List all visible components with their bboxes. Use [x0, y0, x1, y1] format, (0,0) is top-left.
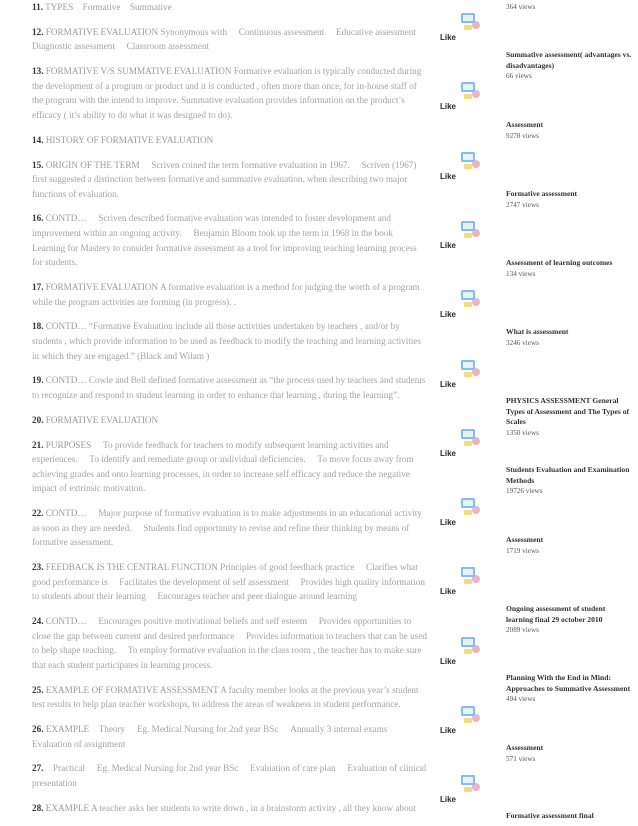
slide-body-text: “Formative Evaluation include all those activities undertaken by teachers , and/or by students , which provide information to be used as feedback to modify the teaching and learning activities in which they are engaged.” (Black and Wilam ) [32, 321, 422, 361]
view-count: 364 views [506, 3, 536, 11]
slide-title: CONTD… [45, 616, 87, 627]
slide-number: 17. [32, 282, 44, 293]
related-slideshow-item[interactable] [506, 673, 632, 704]
slide-number: 27. [32, 763, 44, 774]
slide-body-text: Practical Eg. Medical Nursing for 2nd year BSc Evaluation of care plan Evaluation of clinical presentation [32, 763, 391, 788]
slide-body-text: Scriven coined the term formative evaluation in 1967. Scriven (1967) first suggested a distinction between formative and summative evaluation. when describing two major functions of evaluation. [32, 159, 427, 199]
related-slideshow-item[interactable] [506, 396, 632, 438]
slide-text-item [32, 319, 427, 363]
related-slideshow-title[interactable]: Assessment of learning outcomes [506, 258, 613, 267]
slide-number: 25. [32, 684, 44, 695]
view-count: 2089 views [506, 626, 539, 635]
related-slideshow-item[interactable] [506, 604, 632, 635]
slide-text-item [32, 280, 427, 309]
related-slideshow-item[interactable] [506, 535, 632, 556]
slide-text-item [32, 373, 427, 402]
related-slideshow-item[interactable] [506, 189, 632, 210]
slide-text-item [32, 722, 427, 751]
related-slideshow-title[interactable]: Assessment [506, 120, 544, 129]
related-slideshow-title[interactable]: Summative assessment( advantages vs. disadvantages) [506, 50, 632, 70]
related-slideshow-item[interactable] [506, 2, 632, 12]
related-slideshow-title[interactable]: Students Evaluation and Examination Methods [506, 465, 630, 485]
slide-title: ORIGIN OF THE TERM [45, 159, 140, 170]
slide-text-item [32, 413, 427, 428]
slide-transcript [32, 0, 427, 826]
related-slideshow-title[interactable]: Formative assessment final [506, 811, 594, 820]
slide-text-item [32, 683, 427, 712]
slide-text-item [32, 614, 427, 672]
slide-number: 23. [32, 562, 44, 573]
related-slideshow-item[interactable] [506, 743, 632, 764]
slide-body-text: Cowie and Bell defined formative assessment as “the process used by teachers and students to recognize and respond to student learning in order to enhance that learning , during the learning”. [32, 375, 426, 400]
related-slideshow-title[interactable]: Ongoing assessment of student learning final 29 october 2010 [506, 604, 606, 624]
slide-number: 20. [32, 414, 44, 425]
slide-title: EXAMPLE OF FORMATIVE ASSESSMENT [45, 684, 219, 695]
slide-body-text: Principles of good feedback practice Clarifies what good performance is Facilitates the development of self assessment Provides high quality information to students about their learning Encourages teacher and peer dialogue around learning [32, 562, 416, 602]
like-button[interactable]: Like [440, 102, 457, 112]
slide-text-item [32, 64, 427, 122]
slideshow-thumbnail-icon[interactable] [460, 495, 482, 517]
related-slideshow-item[interactable] [506, 258, 632, 279]
view-count: 66 views [506, 72, 532, 81]
like-button[interactable]: Like [440, 795, 457, 805]
related-slideshow-item[interactable] [506, 465, 632, 496]
slide-body-text: Scriven described formative evaluation was intended to foster development and improvement within an ongoing activity. Benjamin Bloom took up the term in 1968 in the book Learning for Mastery to consider formative assessment as a tool for improving teaching learning process for students. [32, 213, 420, 268]
slide-body-text: A faculty member looks at the previous year’s student test results to help plan teacher workshops, to address the areas of weakness in student performance. [32, 684, 419, 710]
slide-title: FORMATIVE V/S SUMMATIVE EVALUATION [45, 66, 232, 77]
slide-title: CONTD… [45, 508, 87, 519]
slide-body-text: A formative evaluation is a method for judging the worth of a program while the program activities are forming (in progress). . [32, 282, 420, 307]
slide-number: 19. [32, 375, 44, 386]
slide-number: 16. [32, 213, 44, 224]
slide-body-text: Synonymous with Continuous assessment Educative assessment Diagnostic assessment Classroom assessment [32, 26, 398, 52]
slide-text-item [32, 25, 427, 54]
slide-number: 14. [32, 134, 44, 145]
related-slideshow-item[interactable] [506, 327, 632, 348]
slide-body-text: Formative evaluation is typically conducted during the development of a program or product and it is conducted , often more than once, for in-house staff of the program with the intend to improve. Summative evaluation provides information on the product’s efficacy ( it’s ability to do what it was designed to do). [32, 66, 422, 120]
slide-title: HISTORY OF FORMATIVE EVALUATION [45, 134, 214, 145]
slide-number: 13. [32, 66, 44, 77]
related-slideshows [506, 0, 632, 826]
related-icons-column [460, 0, 488, 826]
slideshow-thumbnail-icon[interactable] [460, 564, 482, 586]
slideshow-thumbnail-icon[interactable] [460, 634, 482, 656]
slide-text-item [32, 761, 427, 790]
related-slideshow-item[interactable] [506, 120, 632, 141]
view-count: 3246 views [506, 338, 539, 347]
slide-number: 15. [32, 159, 44, 170]
slideshow-thumbnail-icon[interactable] [460, 357, 482, 379]
slide-text-item [32, 133, 427, 148]
slide-body-text: To provide feedback for teachers to modify subsequent learning activities and experiences. To identify and remediate group or individual deficiencies. To move focus away from achieving grades and onto learning processes, in order to increase self efficacy and reduce the negative impact of extrinsic motivation. [32, 439, 427, 494]
like-button[interactable]: Like [440, 240, 457, 250]
slide-title: FORMATIVE EVALUATION [45, 414, 159, 425]
slideshow-thumbnail-icon[interactable] [460, 426, 482, 448]
slideshow-thumbnail-icon[interactable] [460, 287, 482, 309]
view-count: 494 views [506, 695, 536, 704]
slide-title: CONTD… [45, 375, 87, 386]
slide-title: CONTD… [45, 213, 87, 224]
like-button[interactable]: Like [440, 587, 457, 597]
slide-text-item [32, 158, 427, 202]
like-button[interactable]: Like [440, 33, 457, 42]
slide-number: 12. [32, 26, 44, 37]
slide-title: EXAMPLE [45, 802, 90, 813]
slide-body-text: A teacher asks her students to write down , in a brainstorm activity , all they know about [89, 802, 416, 813]
slideshow-thumbnail-icon[interactable] [460, 10, 482, 32]
slide-title: FEEDBACK IS THE CENTRAL FUNCTION [45, 562, 218, 573]
like-button[interactable]: Like [440, 518, 457, 528]
like-button[interactable]: Like [440, 726, 457, 735]
slide-number: 28. [32, 802, 44, 813]
like-button[interactable]: Like [440, 656, 457, 666]
like-button[interactable]: Like [440, 448, 457, 458]
slideshow-thumbnail-icon[interactable] [460, 218, 482, 240]
slide-number: 26. [32, 723, 44, 734]
slide-body-text: Major purpose of formative evaluation is to make adjustments in an educational activity as soon as they are needed. Students find opportunity to revise and refine their thinking by means of formative assessment. [32, 508, 423, 548]
slideshow-thumbnail-icon[interactable] [460, 772, 482, 794]
view-count: 19726 views [506, 487, 543, 496]
like-button[interactable]: Like [440, 379, 457, 389]
slide-title: PURPOSES [45, 439, 92, 450]
slide-text-item [32, 211, 427, 269]
related-slideshow-title[interactable]: Assessment [506, 743, 544, 752]
slideshow-thumbnail-icon[interactable] [460, 79, 482, 101]
slide-title: FORMATIVE EVALUATION [45, 282, 159, 293]
view-count: 571 views [506, 754, 536, 763]
slide-text-item [32, 0, 427, 15]
slide-body-text: Encourages positive motivational beliefs and self esteem Provides opportunities to close the gap between current and desired performance Provides information to teachers that can be used to help shape teaching. To employ formative evaluation in the class room , the teacher has to make sure that each student participates in learning process. [32, 616, 427, 670]
slide-text-item [32, 506, 427, 550]
view-count: 134 views [506, 269, 536, 278]
slide-number: 11. [32, 2, 43, 12]
view-count: 9278 views [506, 131, 539, 140]
related-slideshow-item[interactable] [506, 50, 632, 81]
like-button[interactable]: Like [440, 171, 457, 181]
slide-number: 24. [32, 616, 44, 627]
related-slideshow-title[interactable]: Planning With the End in Mind: Approaches to Summative Assessment [506, 673, 631, 693]
related-slideshow-title[interactable]: Assessment [506, 535, 544, 544]
view-count: 1350 views [506, 428, 539, 437]
slide-text-item [32, 801, 427, 816]
slide-text-item [32, 438, 427, 496]
slide-title: EXAMPLE [45, 723, 90, 734]
slide-body-text: Theory Eg. Medical Nursing for 2nd year BSc Annually 3 internal exams Evaluation of assignment [32, 723, 413, 749]
related-slideshow-title[interactable]: PHYSICS ASSESSMENT General Types of Assessment and The Types of Scales [506, 396, 630, 427]
slide-title: TYPES [45, 2, 74, 12]
view-count: 2747 views [506, 200, 539, 209]
slide-number: 22. [32, 508, 44, 519]
slide-text-item [32, 560, 427, 604]
like-button[interactable]: Like [440, 310, 457, 320]
related-slideshow-title[interactable]: Formative assessment [506, 189, 578, 198]
slide-number: 21. [32, 439, 44, 450]
slide-title: FORMATIVE EVALUATION [45, 26, 159, 37]
related-slideshow-title[interactable]: What is assessment [506, 327, 569, 336]
view-count: 1719 views [506, 546, 539, 555]
related-slideshow-item[interactable] [506, 811, 632, 822]
slide-number: 18. [32, 321, 44, 332]
slide-body-text: Formative Summative [73, 2, 158, 12]
slideshow-thumbnail-icon[interactable] [460, 149, 482, 171]
slide-title: CONTD… [45, 321, 87, 332]
slideshow-thumbnail-icon[interactable] [460, 703, 482, 725]
